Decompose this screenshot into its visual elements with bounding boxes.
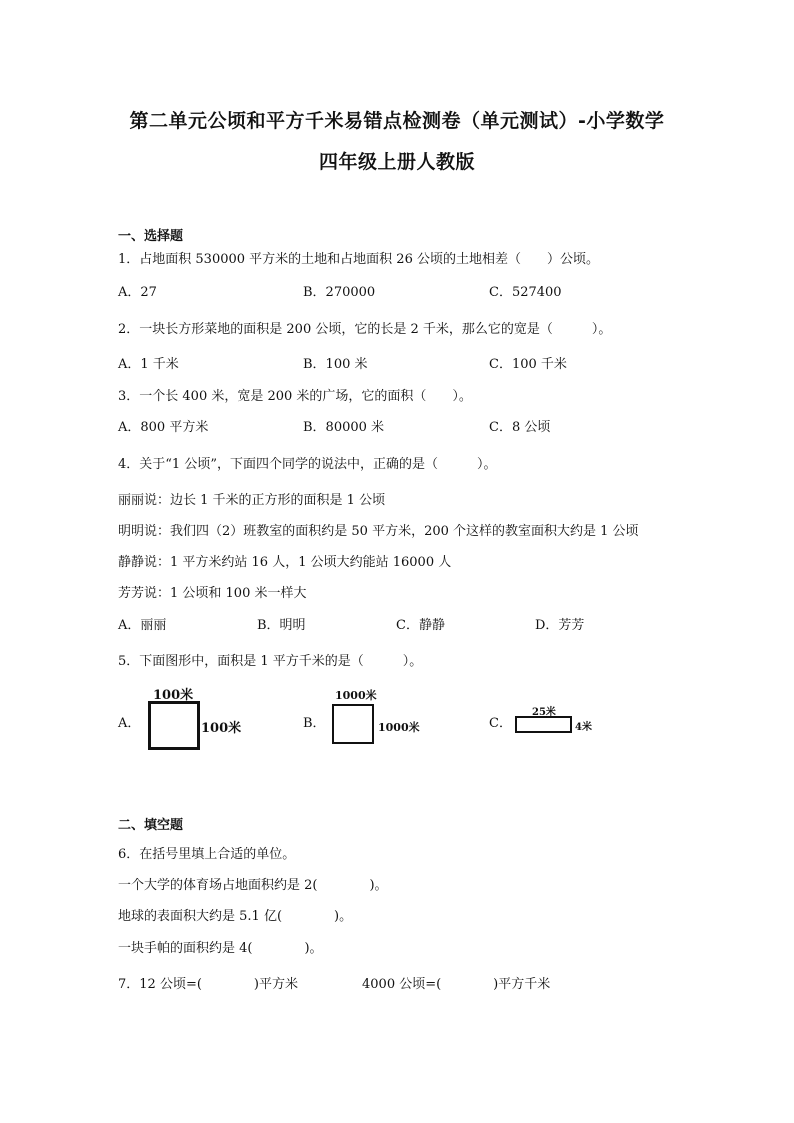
q6-line-handkerchief: 一块手帕的面积约是 4( )。 xyxy=(118,941,323,956)
q5-figure-b-side-label: 1000米 xyxy=(378,721,420,734)
q4-option-b: B．明明 xyxy=(257,618,306,633)
q5-figure-b-top-label: 1000米 xyxy=(335,689,377,702)
q5-figure-a-side-label: 100米 xyxy=(201,721,242,736)
q1-option-c: C．527400 xyxy=(489,285,562,300)
q4-statement-mingming: 明明说：我们四（2）班教室的面积约是 50 平方米，200 个这样的教室面积大约是 1 公顷 xyxy=(118,524,639,539)
q5-figure-a-square xyxy=(148,701,200,750)
question-7-part-2: 4000 公顷=( )平方千米 xyxy=(362,977,551,992)
q5-figure-b-square xyxy=(332,704,374,744)
q5-figure-a-top-label: 100米 xyxy=(153,688,194,703)
q4-statement-jingjing: 静静说：1 平方米约站 16 人，1 公顷大约能站 16000 人 xyxy=(118,555,452,570)
q4-option-d: D．芳芳 xyxy=(535,618,585,633)
q3-option-c: C．8 公顷 xyxy=(489,420,551,435)
question-2: 2．一块长方形菜地的面积是 200 公顷，它的长是 2 千米，那么它的宽是（ ）。 xyxy=(118,322,612,337)
q5-option-c-label: C． xyxy=(489,716,512,731)
q4-statement-fangfang: 芳芳说：1 公顷和 100 米一样大 xyxy=(118,586,307,601)
question-7-part-1: 7．12 公顷=( )平方米 xyxy=(118,977,298,992)
page-subtitle: 四年级上册人教版 xyxy=(318,151,475,173)
question-3: 3．一个长 400 米，宽是 200 米的广场，它的面积（ ）。 xyxy=(118,389,472,404)
q2-option-b: B．100 米 xyxy=(303,357,368,372)
question-1: 1．占地面积 530000 平方米的土地和占地面积 26 公顷的土地相差（ ）公顷。 xyxy=(118,252,599,267)
q4-option-a: A．丽丽 xyxy=(118,618,167,633)
q4-statement-lili: 丽丽说：边长 1 千米的正方形的面积是 1 公顷 xyxy=(118,493,386,508)
q2-option-c: C．100 千米 xyxy=(489,357,567,372)
q3-option-a: A．800 平方米 xyxy=(118,420,209,435)
q1-option-b: B．270000 xyxy=(303,285,376,300)
q5-figure-c-side-label: 4米 xyxy=(575,722,592,733)
q5-option-a-label: A． xyxy=(118,716,141,731)
page-title: 第二单元公顷和平方千米易错点检测卷（单元测试）-小学数学 xyxy=(129,110,665,132)
question-5: 5．下面图形中，面积是 1 平方千米的是（ ）。 xyxy=(118,654,423,669)
section-heading-choice: 一、选择题 xyxy=(118,229,184,244)
q3-option-b: B．80000 米 xyxy=(303,420,385,435)
q2-option-a: A．1 千米 xyxy=(118,357,179,372)
q4-option-c: C．静静 xyxy=(396,618,445,633)
question-6: 6．在括号里填上合适的单位。 xyxy=(118,847,296,862)
section-heading-fill-blank: 二、填空题 xyxy=(118,818,184,833)
q5-figure-c-rectangle xyxy=(515,716,572,733)
q6-line-earth: 地球的表面积大约是 5.1 亿( )。 xyxy=(118,909,353,924)
q6-line-stadium: 一个大学的体育场占地面积约是 2( )。 xyxy=(118,878,388,893)
question-4: 4．关于“1 公顷”，下面四个同学的说法中，正确的是（ ）。 xyxy=(118,457,497,472)
q1-option-a: A．27 xyxy=(118,285,157,300)
q5-figure-c-top-label: 25米 xyxy=(532,707,556,718)
q5-option-b-label: B． xyxy=(303,716,326,731)
